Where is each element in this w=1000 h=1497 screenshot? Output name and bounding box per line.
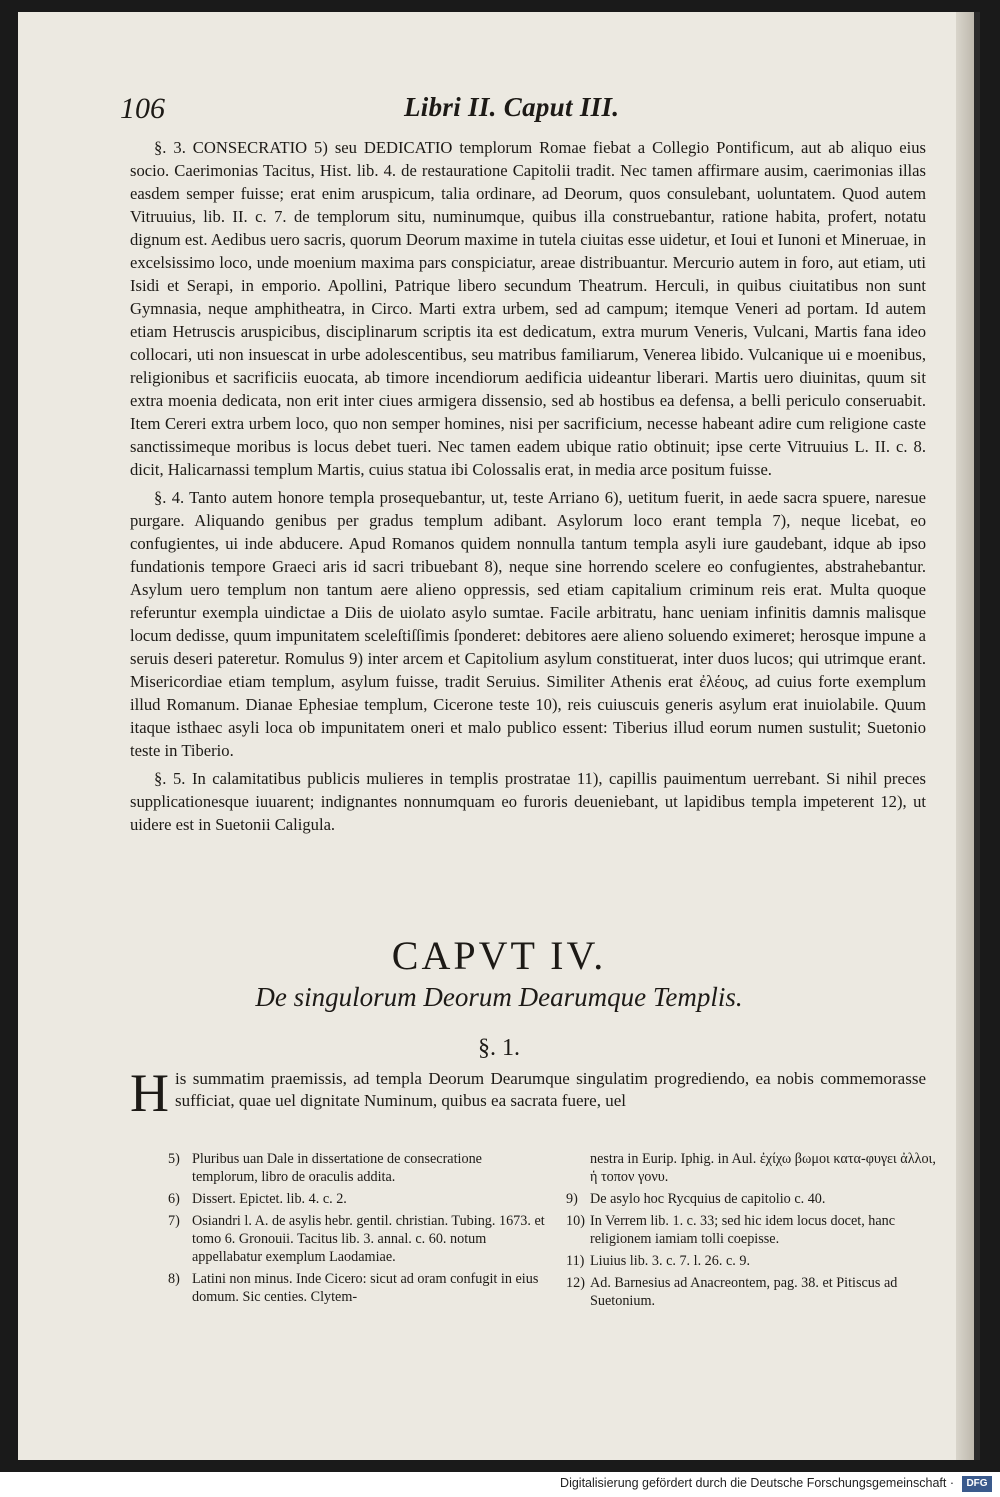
drop-cap: H [130,1063,169,1123]
chapter-intro [130,1063,926,1123]
footnote-text: Pluribus uan Dale in dissertatione de consecratione templorum, libro de oraculis addita. [192,1151,482,1185]
body-text [130,136,926,841]
paragraph-section-5: §. 5. In calamitatibus publicis mulieres in templis prostratae 11), capillis pauimentum uerrebant. Si nihil preces supplicationesque iuuarent; indignantes nonnumquam eo furoris deueniebant, ut lapidibus templa impeterent 12), ut uidere est in Suetonii Caligula. [130,769,926,834]
running-head [120,92,660,132]
page-number: 106 [120,92,165,125]
page-edge [956,12,974,1460]
footnote-number: 5) [168,1151,180,1167]
footnote-text: Osiandri l. A. de asylis hebr. gentil. christian. Tubing. 1673. et tomo 6. Gronouii. Tacitus lib. 3. annal. c. 60. notum appellabatur exemplum Laodamiae. [192,1213,545,1265]
footnote [168,1190,548,1208]
footnote [168,1212,548,1266]
chapter-subtitle: De singulorum Deorum Dearumque Templis. [255,982,743,1012]
paragraph-section-3: §. 3. CONSECRATIO 5) seu DEDICATIO templorum Romae fiebat a Collegio Pontificum, aut ab aliquo eius socio. Caerimonias Tacitus, Hist. lib. 4. de restauratione Capitolii tradit. Nec tamen affirmare ausim, caerimonias illas easdem semper fuisse; erat enim aruspicum, talia ordinare, ad Deorum, quos consulebant, uoluntatem. Quod autem Vitruuius, lib. II. c. 7. de templorum situ, numinumque, quibus illa construebantur, ratione habita, profert, notatu dignum est. Aedibus uero sacris, quorum Deorum maxime in tutela ciuitas esse uidetur, et Ioui et Iunoni et Mineruae, in excelsissimo loco, unde moenium maxima pars conspiciatur, areae distribuantur. Mercurio autem in foro, aut etiam, uti Isidi et Serapi, in emporio. Apollini, Patrique libero secundum Theatrum. Herculi, in quibus ciuitatibus non sunt Gymnasia, neque amphitheatra, in Circo. Marti extra urbem, sed ad campum; itemque Veneri ad portam. Id autem etiam Hetruscis aruspicibus, disciplinarum scriptis ita est dedicatum, extra murum Veneris, Vulcani, Martis fana ideo collocari, uti non insuescat in urbe adolescentibus, seu matribus familiarum, Venerea libido. Vulcanique ui e moenibus, religionibus et sacrificiis euocata, ab timore incendiorum aedificia uideantur liberari. Martis uero diuinitas, quum sit extra moenia dedicata, non erit inter ciues armigera dissensio, sed ab hostibus ea defensa, a belli periculo conseruabit. Item Cereri extra urbem loco, quo non semper homines, nisi per sacrificium, necesse habeant adire cum religione caste sanctissimeque moribus is locus debet tueri. Nec tamen eadem ubique ratio obtinuit; ipse certe Vitruuius L. II. c. 8. dicit, Halicarnassi templum Martis, cuius statua ibi Colossalis erat, in media arce positum fuisse. [130,138,926,479]
chapter-heading: CAPVT IV. [391,933,607,978]
footnote [168,1150,548,1186]
footer-bar [0,1472,1000,1497]
footnote-text: Dissert. Epictet. lib. 4. c. 2. [192,1191,347,1207]
footnote-text: De asylo hoc Rycquius de capitolio c. 40. [590,1191,826,1207]
footnote [168,1270,548,1306]
footnote [566,1150,946,1186]
footnote-number: 7) [168,1213,180,1229]
footnote-text: In Verrem lib. 1. c. 33; sed hic idem locus docet, hanc religionem iamiam tolli coepisse. [590,1213,896,1247]
footnote [566,1252,946,1270]
footnote-number: 9) [566,1191,578,1207]
section-mark: §. 1. [478,1035,520,1061]
paragraph-section-4: §. 4. Tanto autem honore templa prosequebantur, ut, teste Arriano 6), uetitum fuerit, in aede sacra spuere, naresue purgare. Aliquando genibus per gradus templum adibant. Asylorum loco erant templa 7), neque licebat, eo confugientes, ui inde abducere. Apud Romanos quidem nonnulla tantum templa asyli iure gaudebant, idque ab ipso fundationis tempore Graeci aris id sacri tribuebant 8), neque sine horrendo scelere eo confugientes, abstrahebantur. Asylum uero templum non tantum aere alieno oppressis, sed etiam capitalium criminum reis erat. Multa quoque referuntur exempla uindictae a Diis de uiolato asylo sumtae. Facile arbitratu, hanc ueniam infinitis damnis malisque locum dedisse, quum impunitatem sceleſtiſſimis ſponderet: debitores aere alieno soluendo eximeret; herosque impune a seruis deseri pateretur. Romulus 9) inter arcem et Capitolium asylum constituerat, inter duos lucos; qui utrimque erant. Misericordiae etiam templum, asylum fuisse, tradit Seruius. Similiter Athenis erat ἐλέους, ad cuius forte exemplum illud Romanum. Dianae Ephesiae templum, Cicerone teste 10), reis cuiuscuis generis asylum erat inuiolabile. Quum itaque isthaec asyli loca ob impunitatem oneri et malo publico essent: Tiberius illud eorum numen sustulit; Suetonio teste in Tiberio. [130,488,926,760]
footnote-number: 11) [566,1253,585,1269]
footnote-number: 10) [566,1213,585,1229]
footnote-text: Latini non minus. Inde Cicero: sicut ad oram confugit in eius domum. Sic centies. Clytem- [192,1271,539,1305]
footnote-number: 8) [168,1271,180,1287]
footnote-text: Liuius lib. 3. c. 7. l. 26. c. 9. [590,1253,750,1269]
footnote-number: 6) [168,1191,180,1207]
funding-credit: Digitalisierung gefördert durch die Deutsche Forschungsgemeinschaft · [560,1476,954,1490]
footnotes-left [168,1150,548,1310]
running-title: Libri II. Caput III. [404,92,620,122]
footnote-number: 12) [566,1275,585,1291]
footnote-text: Ad. Barnesius ad Anacreontem, pag. 38. et Pitiscus ad Suetonium. [590,1275,898,1309]
footnote-text: nestra in Eurip. Iphig. in Aul. ἐχίχω βωμοι κατα-φυγει ἀλλοι, ἡ τοπον γονυ. [590,1151,936,1185]
dfg-logo: DFG [962,1476,992,1492]
footnote [566,1274,946,1310]
footnotes-right [566,1150,946,1314]
book-page [18,12,980,1460]
intro-text: is summatim praemissis, ad templa Deorum Dearumque singulatim progrediendo, ea nobis commemorasse sufficiat, quae uel dignitate Numinum, quibus ea sacrata fuere, uel [175,1069,926,1110]
footnote [566,1190,946,1208]
footnote [566,1212,946,1248]
